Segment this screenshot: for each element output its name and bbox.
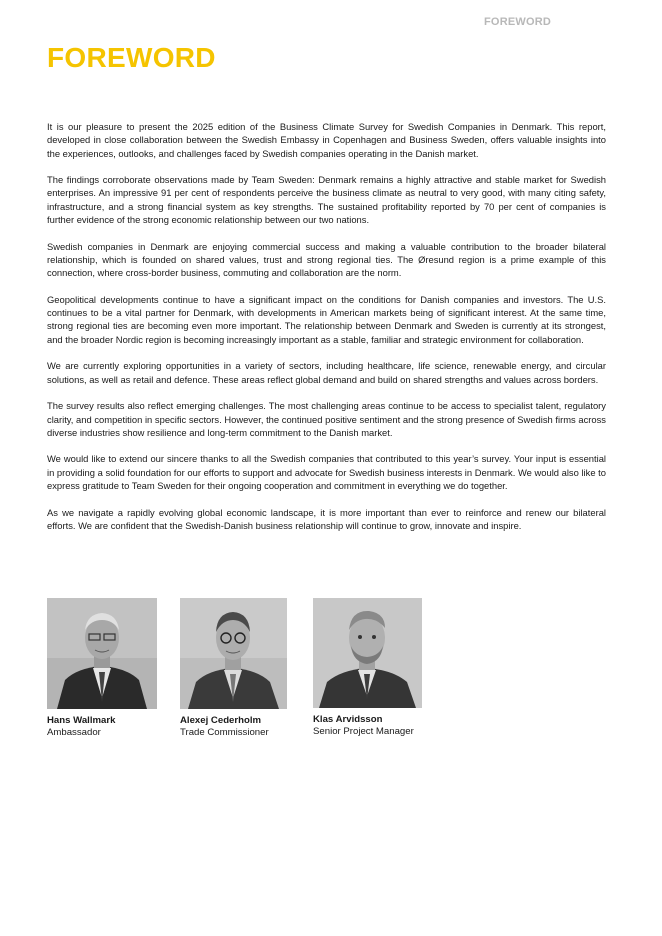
signatory-card bbox=[47, 598, 180, 739]
signatory-card bbox=[180, 598, 313, 739]
signatory-role: Ambassador bbox=[47, 727, 101, 738]
signatory-name: Alexej Cederholm bbox=[180, 715, 262, 726]
paragraph: Swedish companies in Denmark are enjoying commercial success and making a valuable contribution to the broader bilateral relationship, which is founded on shared values, trust and strong regional ties. The Øresund region is a prime example of this connection, where cross-border business, commuting and collaboration are the norm. bbox=[47, 240, 606, 279]
signatory-role: Trade Commissioner bbox=[180, 727, 269, 738]
signatory-name: Hans Wallmark bbox=[47, 715, 116, 726]
signatory-name: Klas Arvidsson bbox=[313, 714, 383, 725]
portrait-photo bbox=[180, 598, 287, 709]
portrait-photo bbox=[313, 598, 422, 708]
foreword-body bbox=[47, 120, 606, 546]
paragraph: Geopolitical developments continue to have a significant impact on the conditions for Danish companies and investors. The U.S. continues to be a vital partner for Denmark, with developments in American markets being of significant interest. At the same time, strong regional ties are becoming even more important. The relationship between Denmark and Sweden is currently at its strongest, and the broader Nordic region is becoming increasingly important as a stable, familiar and strategic environment for collaboration. bbox=[47, 293, 606, 345]
running-header: FOREWORD bbox=[484, 16, 551, 28]
signatory-role: Senior Project Manager bbox=[313, 726, 414, 737]
page-title: FOREWORD bbox=[47, 42, 216, 73]
paragraph: It is our pleasure to present the 2025 edition of the Business Climate Survey for Swedish Companies in Denmark. This report, developed in close collaboration between the Swedish Embassy in Copenhagen and Business Sweden, offers valuable insights into the experiences, outlooks, and challenges faced by Swedish companies operating in the Danish market. bbox=[47, 121, 606, 159]
paragraph: We would like to extend our sincere thanks to all the Swedish companies that contributed to this year’s survey. Your input is essential in providing a solid foundation for our efforts to support and advocate for Swedish business interests in Denmark. We would also like to express gratitude to Team Sweden for their ongoing cooperation and commitment in everything we do together. bbox=[47, 453, 606, 492]
portrait-photo bbox=[47, 598, 157, 709]
paragraph: The findings corroborate observations made by Team Sweden: Denmark remains a highly attractive and stable market for Swedish enterprises. An impressive 91 per cent of respondents perceive the business climate as neutral to very good, with many citing safety, infrastructure, and a strong financial system as key strengths. The sustained profitability reported by 70 per cent of companies is further evidence of the strong economic relationship between our two nations. bbox=[47, 174, 606, 226]
paragraph: The survey results also reflect emerging challenges. The most challenging areas continue to be access to specialist talent, regulatory clarity, and competition in specific sectors. However, the continued positive sentiment and the strong presence of Swedish firms across diverse industries show resilience and long-term commitment to the Danish market. bbox=[47, 400, 606, 438]
signatory-card bbox=[313, 598, 463, 739]
paragraph: As we navigate a rapidly evolving global economic landscape, it is more important than ever to reinforce and renew our bilateral efforts. We are confident that the Swedish-Danish business relationship will continue to grow, innovate and inspire. bbox=[47, 506, 606, 531]
paragraph: We are currently exploring opportunities in a variety of sectors, including healthcare, life science, renewable energy, and circular solutions, as well as retail and defence. These areas reflect global demand and build on shared strengths and values across borders. bbox=[47, 360, 606, 385]
signatories bbox=[47, 598, 463, 739]
